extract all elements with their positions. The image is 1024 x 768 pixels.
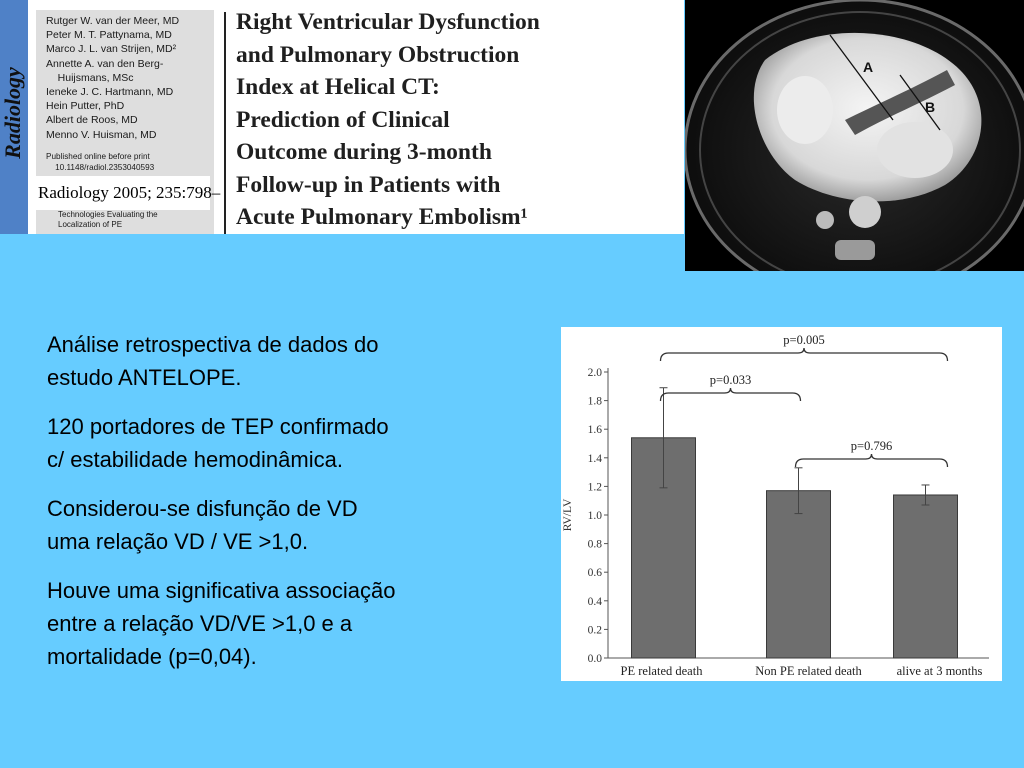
ct-label-b: B	[925, 99, 936, 115]
published-note: Published online before print 10.1148/radiol.2353040593	[46, 152, 155, 172]
ct-scan-image	[685, 0, 1024, 271]
y-tick-label: 1.2	[587, 481, 602, 494]
y-tick-label: 0.6	[587, 567, 602, 580]
category-label: Non PE related death	[755, 664, 862, 678]
author-line: Ieneke J. C. Hartmann, MD	[46, 86, 174, 99]
p-value-label: p=0.033	[709, 373, 752, 387]
comparison-bracket	[661, 388, 801, 401]
citation: Radiology 2005; 235:798–	[36, 176, 210, 210]
y-tick-label: 1.0	[587, 510, 602, 522]
y-tick-label: 0.4	[587, 595, 602, 608]
comparison-bracket	[796, 454, 948, 467]
author-line: Peter M. T. Pattynama, MD	[46, 29, 172, 42]
paper-title: Right Ventricular Dysfunction and Pulmonary Obstruction Index at Helical CT: Prediction of Clinical Outcome during 3-month Follow-up in Patients with Acute Pulmonary Embolism¹	[236, 9, 540, 230]
y-tick-label: 1.4	[587, 452, 602, 465]
summary-text	[47, 328, 527, 689]
y-tick-label: 0.8	[587, 538, 602, 551]
p-value-label: p=0.005	[783, 333, 825, 347]
summary-paragraph: 120 portadores de TEP confirmado c/ estabilidade hemodinâmica.	[47, 414, 389, 472]
author-line: Annette A. van den Berg-	[46, 57, 164, 70]
comparison-bracket	[661, 348, 948, 361]
y-tick-label: 0.0	[587, 653, 602, 665]
author-line: Albert de Roos, MD	[46, 114, 138, 127]
y-tick-label: 2.0	[587, 367, 602, 379]
bar	[767, 491, 831, 658]
category-label: PE related death	[620, 664, 703, 678]
rv-lv-bar-chart	[561, 327, 1002, 681]
citation-note: Technologies Evaluating the Localization of PE	[58, 210, 158, 229]
author-line: Huijsmans, MSc	[46, 71, 134, 84]
bar	[894, 495, 958, 658]
y-tick-label: 1.6	[587, 424, 602, 437]
y-axis-label: RV/LV	[562, 498, 574, 532]
p-value-label: p=0.796	[850, 439, 893, 453]
category-label: alive at 3 months	[896, 664, 983, 678]
paper-header-image	[0, 0, 684, 234]
ct-scan-drawing	[685, 0, 1024, 271]
author-line: Hein Putter, PhD	[46, 100, 125, 113]
author-list	[46, 14, 179, 142]
author-line: Rutger W. van der Meer, MD	[46, 15, 180, 27]
summary-paragraph: Considerou-se disfunção de VD uma relação VD / VE >1,0.	[47, 496, 358, 554]
summary-paragraph: Houve uma significativa associação entre a relação VD/VE >1,0 e a mortalidade (p=0,04).	[47, 578, 396, 669]
author-line: Marco J. L. van Strijen, MD²	[46, 43, 177, 56]
author-line: Menno V. Huisman, MD	[46, 128, 157, 141]
summary-paragraph: Análise retrospectiva de dados do estudo ANTELOPE.	[47, 332, 379, 390]
header-divider	[224, 12, 226, 234]
ct-label-a: A	[863, 59, 874, 75]
y-tick-label: 1.8	[587, 395, 602, 408]
journal-name: Radiology	[0, 67, 25, 159]
chart-svg	[561, 327, 1002, 681]
y-tick-label: 0.2	[587, 624, 602, 637]
